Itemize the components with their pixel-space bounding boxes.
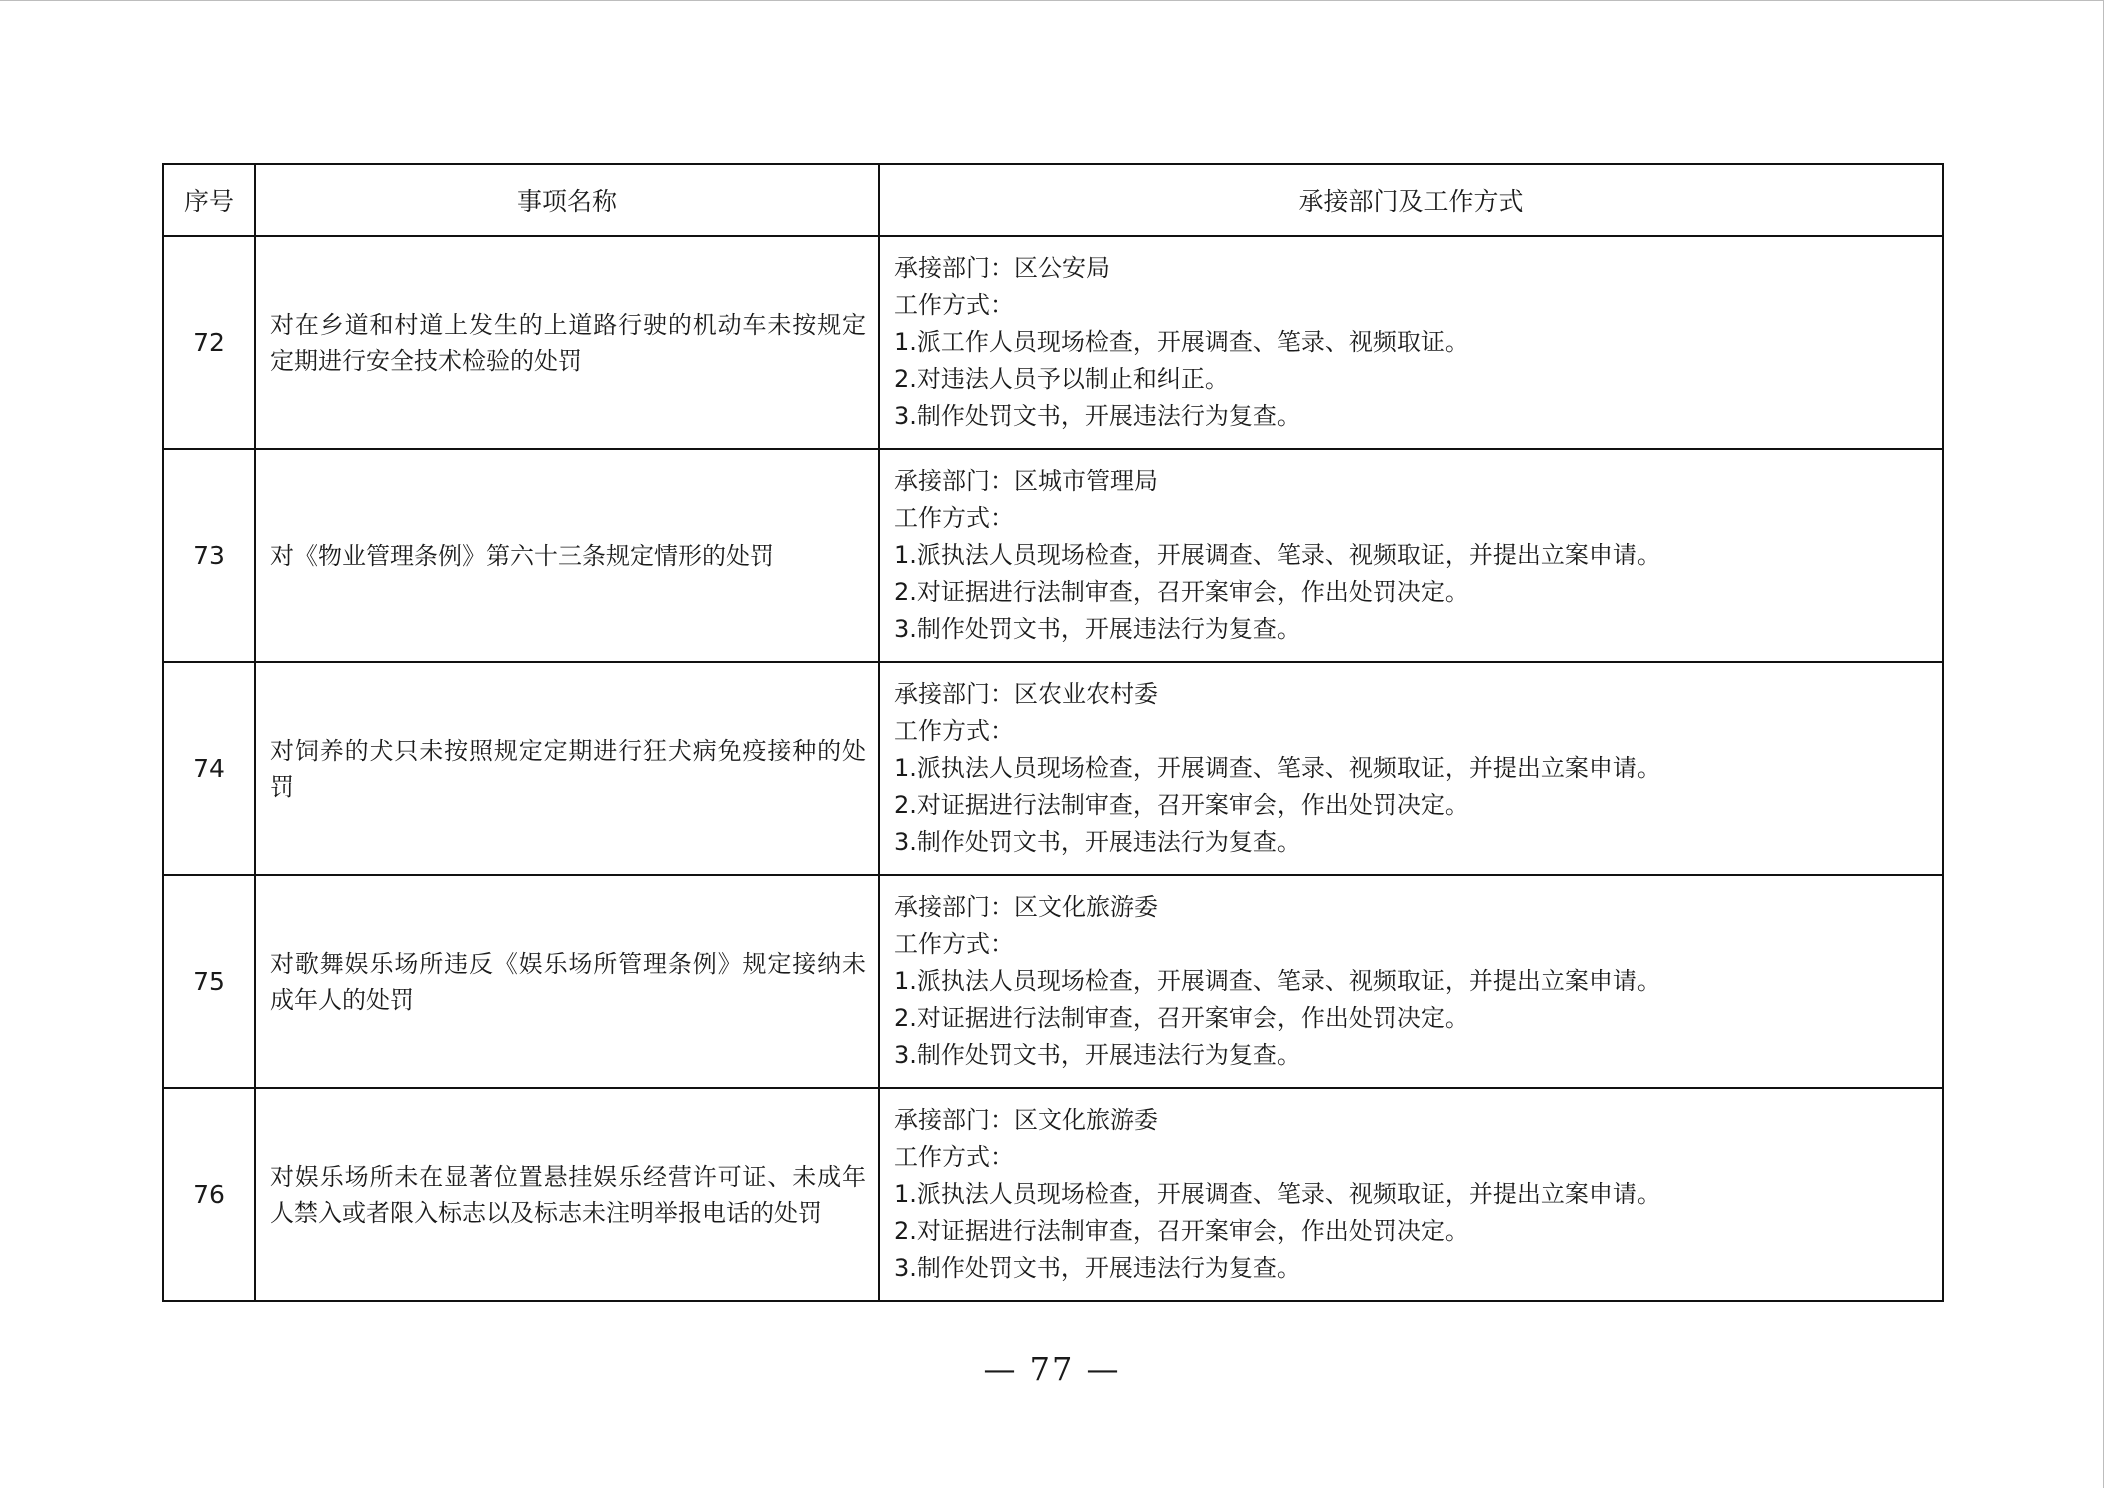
matters-table [162,163,1944,1302]
row-department-cell [879,1088,1943,1301]
row-matter-name: 对歌舞娱乐场所违反《娱乐场所管理条例》规定接纳未成年人的处罚 [255,875,879,1088]
work-step: 3.制作处罚文书，开展违法行为复查。 [894,402,1301,430]
row-department-cell [879,662,1943,875]
table-header-row [163,164,1943,236]
row-serial-number: 75 [163,875,255,1088]
table-row [163,1088,1943,1301]
work-method-label: 工作方式： [894,717,1014,745]
table-row [163,662,1943,875]
work-method-label: 工作方式： [894,291,1014,319]
work-step: 1.派执法人员现场检查，开展调查、笔录、视频取证，并提出立案申请。 [894,541,1661,569]
work-step: 3.制作处罚文书，开展违法行为复查。 [894,1041,1301,1069]
work-step: 2.对证据进行法制审查，召开案审会，作出处罚决定。 [894,578,1469,606]
work-method-label: 工作方式： [894,930,1014,958]
row-serial-number: 76 [163,1088,255,1301]
row-matter-name: 对饲养的犬只未按照规定定期进行狂犬病免疫接种的处罚 [255,662,879,875]
department-line: 承接部门：区文化旅游委 [894,893,1158,921]
department-line: 承接部门：区城市管理局 [894,467,1158,495]
row-serial-number: 72 [163,236,255,449]
work-step: 3.制作处罚文书，开展违法行为复查。 [894,615,1301,643]
header-serial-number: 序号 [163,164,255,236]
page-border-top [0,0,2104,1]
work-step: 3.制作处罚文书，开展违法行为复查。 [894,828,1301,856]
row-matter-name: 对《物业管理条例》第六十三条规定情形的处罚 [255,449,879,662]
row-serial-number: 73 [163,449,255,662]
work-step: 1.派执法人员现场检查，开展调查、笔录、视频取证，并提出立案申请。 [894,754,1661,782]
row-department-cell [879,236,1943,449]
work-method-label: 工作方式： [894,1143,1014,1171]
row-department-cell [879,875,1943,1088]
work-step: 2.对证据进行法制审查，召开案审会，作出处罚决定。 [894,1217,1469,1245]
department-line: 承接部门：区文化旅游委 [894,1106,1158,1134]
work-step: 1.派工作人员现场检查，开展调查、笔录、视频取证。 [894,328,1469,356]
work-method-label: 工作方式： [894,504,1014,532]
header-department-and-method: 承接部门及工作方式 [879,164,1943,236]
header-matter-name: 事项名称 [255,164,879,236]
table-row [163,236,1943,449]
department-line: 承接部门：区公安局 [894,254,1110,282]
work-step: 2.对违法人员予以制止和纠正。 [894,365,1229,393]
row-serial-number: 74 [163,662,255,875]
row-matter-name: 对娱乐场所未在显著位置悬挂娱乐经营许可证、未成年人禁入或者限入标志以及标志未注明举报电话的处罚 [255,1088,879,1301]
department-line: 承接部门：区农业农村委 [894,680,1158,708]
row-matter-name: 对在乡道和村道上发生的上道路行驶的机动车未按规定定期进行安全技术检验的处罚 [255,236,879,449]
work-step: 2.对证据进行法制审查，召开案审会，作出处罚决定。 [894,791,1469,819]
work-step: 1.派执法人员现场检查，开展调查、笔录、视频取证，并提出立案申请。 [894,1180,1661,1208]
work-step: 2.对证据进行法制审查，召开案审会，作出处罚决定。 [894,1004,1469,1032]
page-number: — 77 — [983,1350,1121,1388]
table-row [163,449,1943,662]
row-department-cell [879,449,1943,662]
work-step: 3.制作处罚文书，开展违法行为复查。 [894,1254,1301,1282]
table-row [163,875,1943,1088]
work-step: 1.派执法人员现场检查，开展调查、笔录、视频取证，并提出立案申请。 [894,967,1661,995]
